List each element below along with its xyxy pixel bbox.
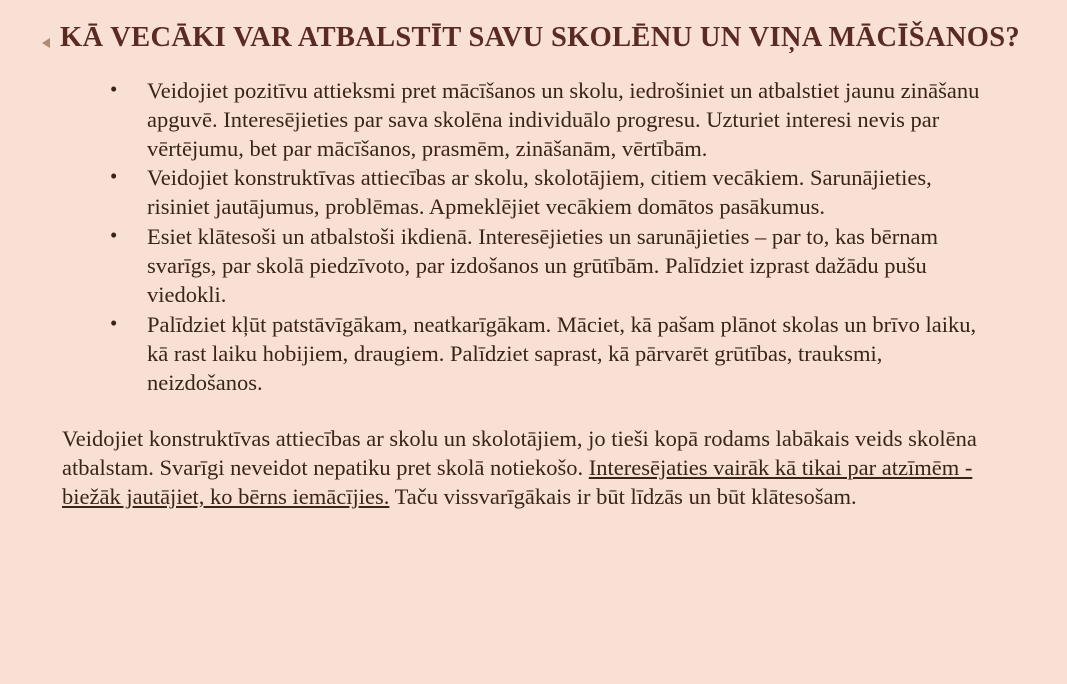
list-item: • Veidojiet pozitīvu attieksmi pret mācīšanos un skolu, iedrošiniet un atbalstiet jaunu zināšanu apguvē. Interesējieties par sava skolēna individuālo progresu. Uzturiet interesi nevis par vērtējumu, bet par mācīšanos, prasmēm, zināšanām, vērtībām.	[102, 77, 997, 164]
closing-text-part2: Taču vissvarīgākais ir būt līdzās un būt klātesošam.	[389, 484, 857, 510]
closing-paragraph	[42, 424, 1037, 512]
closing-text-part1: Veidojiet konstruktīvas attiecības ar skolu un skolotājiem, jo tieši kopā rodams labākais veids skolēna atbalstam. Svarīgi neveidot nepatiku pret skolā notiekošo.	[62, 425, 977, 480]
list-item: • Palīdziet kļūt patstāvīgākam, neatkarīgākam. Māciet, kā pašam plānot skolas un brīvo laiku, kā rast laiku hobijiem, draugiem. Palīdziet saprast, kā pārvarēt grūtības, trauksmi, neizdošanos.	[102, 311, 997, 398]
list-item: • Veidojiet konstruktīvas attiecības ar skolu, skolotājiem, citiem vecākiem. Sarunājieties, risiniet jautājumus, problēmas. Apmeklējiet vecākiem domātos pasākumus.	[102, 164, 997, 222]
closing-text	[62, 424, 987, 512]
collapse-triangle-icon[interactable]	[42, 38, 50, 48]
slide-title-row	[42, 22, 1037, 55]
list-item: • Esiet klātesoši un atbalstoši ikdienā. Interesējieties un sarunājieties – par to, kas bērnam svarīgs, par skolā piedzīvoto, par izdošanos un grūtībām. Palīdziet izprast dažādu pušu viedokli.	[102, 223, 997, 310]
bullet-list	[42, 77, 1037, 398]
closing-text-underlined: Interesējaties vairāk kā tikai par atzīmēm - biežāk jautājiet, ko bērns iemācījies.	[62, 454, 973, 510]
page-title: KĀ VECĀKI VAR ATBALSTĪT SAVU SKOLĒNU UN VIŅA MĀCĪŠANOS?	[60, 22, 1020, 53]
